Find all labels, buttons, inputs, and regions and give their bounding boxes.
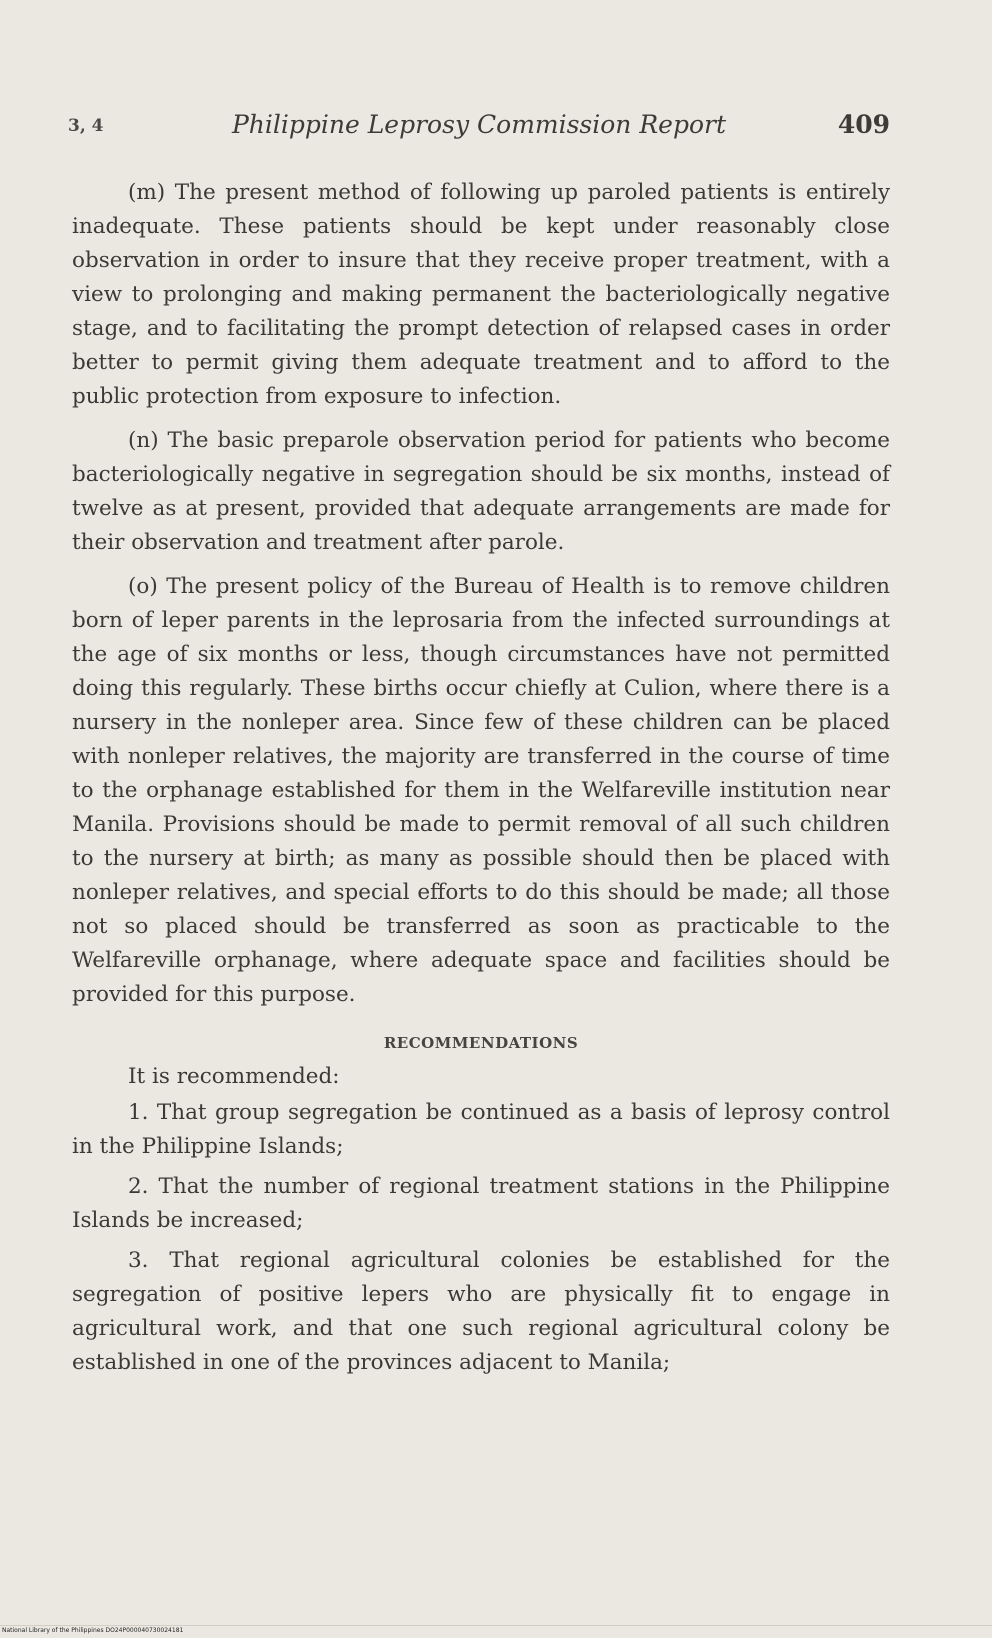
recommendation-item-3: 3. That regional agricultural colonies be established for the segregation of positive lepers who are physically fit to engage in agricultural work, and that one such regional agricultural colony be established in one of the provinces adjacent to Manila; bbox=[72, 1248, 890, 1375]
page-number: 409 bbox=[837, 110, 890, 139]
section-heading-recommendations: RECOMMENDATIONS bbox=[383, 1034, 579, 1052]
page-body bbox=[72, 176, 890, 1386]
scan-footer: National Library of the Philippines DO24P000040730024181 bbox=[2, 1627, 184, 1634]
footer-divider bbox=[0, 1625, 992, 1626]
running-title: Philippine Leprosy Commission Report bbox=[231, 110, 727, 139]
issue-number: 3, 4 bbox=[68, 116, 104, 136]
recommendation-item-1: 1. That group segregation be continued as a basis of leprosy control in the Philippine Islands; bbox=[72, 1100, 890, 1159]
paragraph-m: (m) The present method of following up paroled patients is entirely inadequate. These patients should be kept under reasonably close observation in order to insure that they receive proper treatment, with a view to prolonging and making permanent the bacteriologically negative stage, and to facilitating the prompt detection of relapsed cases in order better to permit giving them adequate treatment and to afford to the public protection from exposure to infection. bbox=[72, 180, 890, 409]
recommendations-intro: It is recommended: bbox=[128, 1064, 340, 1089]
paragraph-o: (o) The present policy of the Bureau of Health is to remove children born of leper parents in the leprosaria from the infected surroundings at the age of six months or less, though circumstances have not permitted doing this regularly. These births occur chiefly at Culion, where there is a nursery in the nonleper area. Since few of these children can be placed with nonleper relatives, the majority are transferred in the course of time to the orphanage established for them in the Welfareville institution near Manila. Provisions should be made to permit removal of all such children to the nursery at birth; as many as possible should then be placed with nonleper relatives, and special efforts to do this should be made; all those not so placed should be transferred as soon as practicable to the Welfareville orphanage, where adequate space and facilities should be provided for this purpose. bbox=[72, 574, 890, 1007]
paragraph-n: (n) The basic preparole observation period for patients who become bacteriologically negative in segregation should be six months, instead of twelve as at present, provided that adequate arrangements are made for their observation and treatment after parole. bbox=[72, 428, 890, 555]
page-header bbox=[68, 110, 890, 146]
recommendation-item-2: 2. That the number of regional treatment stations in the Philippine Islands be increased; bbox=[72, 1174, 890, 1233]
